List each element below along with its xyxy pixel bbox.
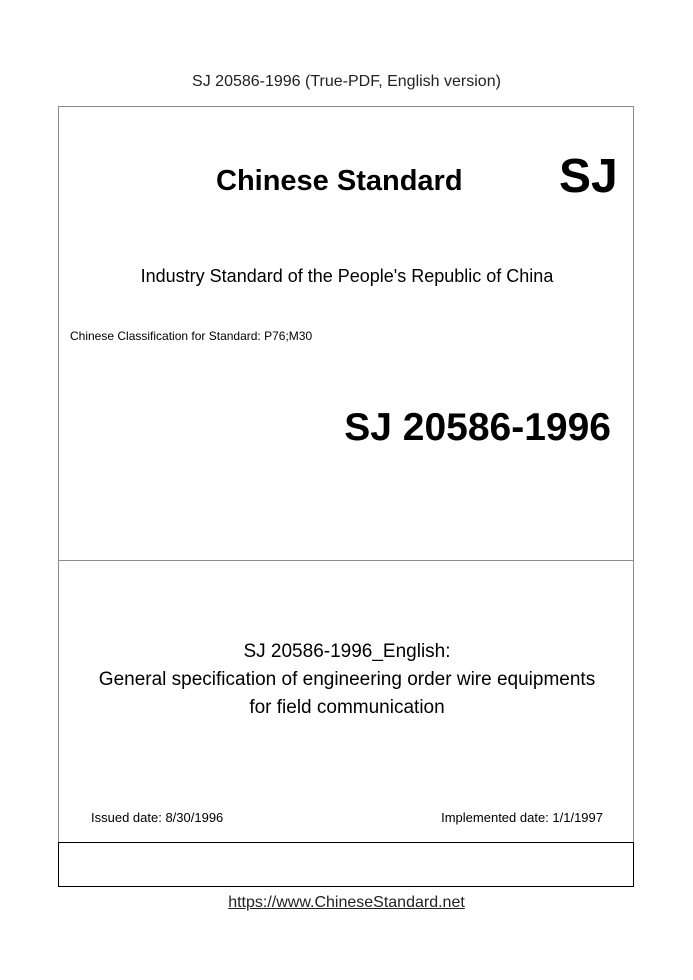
document-title-line: General specification of engineering order wire equipments	[98, 669, 596, 690]
document-title	[59, 638, 635, 722]
page-header: SJ 20586-1996 (True-PDF, English version)	[192, 73, 501, 90]
blank-footer-box	[58, 842, 634, 887]
implemented-date: Implemented date: 1/1/1997	[441, 810, 603, 825]
cover-title: Chinese Standard	[216, 165, 463, 197]
document-title-line: for field communication	[249, 697, 445, 718]
document-info-panel	[58, 560, 634, 843]
standard-code-badge: SJ	[559, 150, 618, 203]
cover-subtitle: Industry Standard of the People's Republic of China	[140, 266, 554, 286]
website-link[interactable]: https://www.ChineseStandard.net	[228, 894, 465, 911]
standard-number: SJ 20586-1996	[344, 406, 611, 449]
classification-text: Chinese Classification for Standard: P76;M30	[70, 329, 313, 343]
cover-panel	[58, 106, 634, 561]
issued-date: Issued date: 8/30/1996	[91, 810, 224, 825]
document-title-line: SJ 20586-1996_English:	[243, 641, 451, 662]
footer-link-container	[0, 893, 693, 913]
